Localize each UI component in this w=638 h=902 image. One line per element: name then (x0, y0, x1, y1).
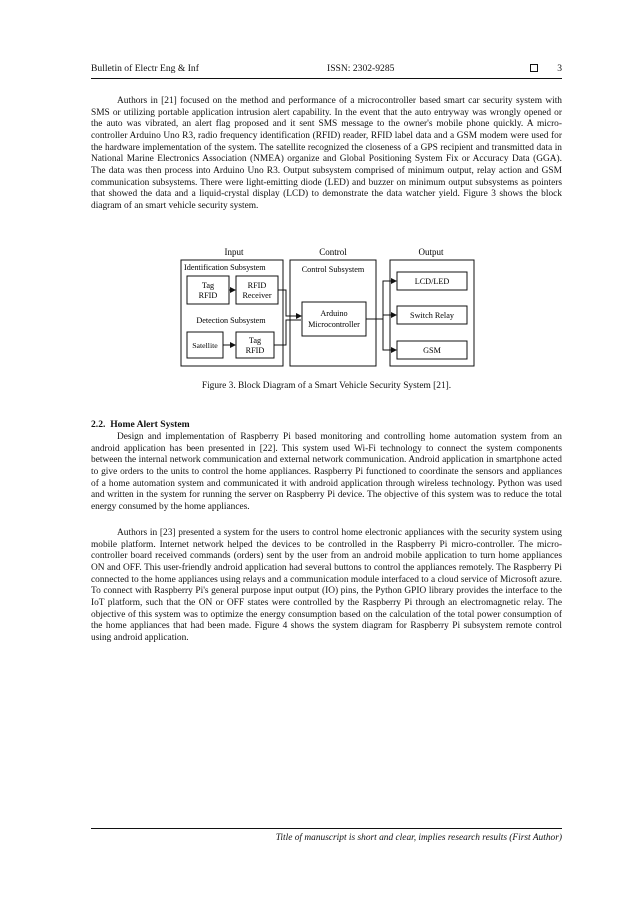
identification-subsystem-label: Identification Subsystem (184, 263, 266, 272)
footer-rule (91, 828, 562, 829)
satellite-label: Satellite (192, 341, 218, 350)
column-heading-control: Control (319, 247, 347, 257)
switch-relay-label: Switch Relay (410, 311, 454, 320)
detection-subsystem-label: Detection Subsystem (196, 316, 266, 325)
running-header (91, 62, 562, 76)
page-number: 3 (557, 63, 562, 74)
arduino-label-1: Arduino (320, 309, 348, 318)
figure-3-block-diagram (178, 244, 478, 370)
section-number: 2.2. (91, 419, 106, 430)
column-heading-output: Output (418, 247, 444, 257)
tag-rfid-detection-label-1: Tag (248, 336, 262, 345)
issn: ISSN: 2302-9285 (327, 63, 395, 74)
section-heading (91, 419, 190, 431)
journal-name: Bulletin of Electr Eng & Inf (91, 63, 199, 74)
gsm-label: GSM (423, 346, 441, 355)
lcd-led-label: LCD/LED (414, 277, 450, 286)
control-subsystem-label: Control Subsystem (301, 265, 365, 274)
tag-rfid-label-1: Tag (201, 281, 215, 290)
paragraph-raspberry-pi-control: Authors in [23] presented a system for the users to control home electronic appliances with the security system using mobile platform. Internet network helped the devices to be controlled in the Raspberry Pi micro-controller. The micro-controller board received commands (orders) sent by the user from an android mobile application to turn home appliances ON and OFF. This user-friendly android application had several buttons to control the appliances remotely. The Raspberry Pi connected to the home appliances using relays and a communication module interfaced to a cloud service of Microsoft azure. To connect with Raspberry Pi's general purpose input output (IO) pins, the Python GPIO library provides the interface to the IoT platform, such that the ON or OFF states were controlled by the Raspberry Pi through an electromagnetic relay. The objective of this system was to optimize the energy consumption based on the calculation of the total power consumption of the home appliances that had been made. Figure 4 shows the system diagram for Raspberry Pi subsystem remote control using android application. (91, 528, 562, 643)
figure-caption: Figure 3. Block Diagram of a Smart Vehicle Security System [21]. (201, 381, 452, 391)
running-footer: Title of manuscript is short and clear, implies research results (First Author) (275, 833, 562, 843)
arduino-label-2: Microcontroller (308, 320, 360, 329)
tag-rfid-detection-label-2: RFID (245, 346, 265, 355)
column-heading-input: Input (224, 247, 244, 257)
paragraph-home-automation: Design and implementation of Raspberry Pi based monitoring and controlling home automation system from an android application has been presented in [22]. This system used Wi-Fi technology to connect the system components between the internal network communication and external network communication. Android application in smartphone acted to give orders to the units to control the home appliances. Raspberry Pi functioned to coordinate the sensors and appliances of a home automation system and communicated it with android application through wireless technology. Python was used and written in the system for running the server on Raspberry Pi device. The objective of this system was to reduce the total energy consumed by the home appliances. (91, 432, 562, 512)
section-title: Home Alert System (110, 419, 190, 430)
paragraph-vehicle-security: Authors in [21] focused on the method and performance of a microcontroller based smart car security system with SMS or utilizing portable application intrusion alert capability. In the event that the auto entryway was wrongly opened or the auto was vibrated, an alert flag proposed and it sent SMS message to the owner's mobile phone quickly. A micro-controller Arduino Uno R3, radio frequency identification (RFID) reader, RFID label data and a GSM modem were used for the hardware implementation of the system. The satellite recognized the closeness of a GPS recipient and transmitted data in National Marine Electronics Association (NMEA) organize and Global Positioning System Fix or Accuracy Data (GGA). The data was then process into Arduino Uno R3. Output subsystem comprised of minimum output, relay action and GSM communication subsystems. There were light-emitting diode (LED) and buzzer on minimum output subsystems as pointers that showed the data and a liquid-crystal display (LCD) to demonstrate the data watcher yield. Figure 3 shows the block diagram of an smart vehicle security system. (91, 96, 562, 211)
header-rule (91, 78, 562, 79)
arduino-box (302, 302, 366, 336)
rfid-receiver-label-1: RFID (247, 281, 267, 290)
tag-rfid-label-2: RFID (198, 291, 218, 300)
rfid-receiver-label-2: Receiver (242, 291, 272, 300)
checkbox-square-icon (530, 64, 538, 72)
